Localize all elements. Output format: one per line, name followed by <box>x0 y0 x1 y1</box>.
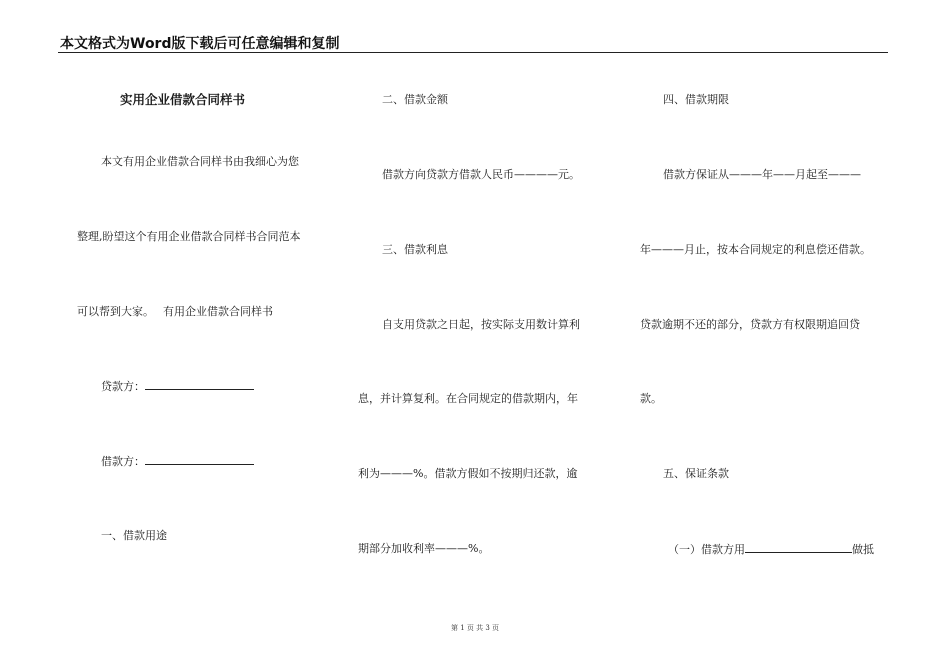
section-heading-guarantee: 五、保证条款 <box>663 467 729 480</box>
intro-line-1: 本文有用企业借款合同样书由我细心为您 <box>101 155 299 168</box>
section-heading-purpose: 一、借款用途 <box>101 529 167 542</box>
header-divider <box>58 52 888 53</box>
lender-label: 贷款方： <box>101 380 145 393</box>
term-line-4: 款。 <box>640 392 662 405</box>
amount-text: 借款方向贷款方借款人民币————元。 <box>382 168 580 181</box>
borrower-field <box>101 454 254 469</box>
term-line-2: 年———月止，按本合同规定的利息偿还借款。 <box>640 243 871 256</box>
section-heading-term: 四、借款期限 <box>663 93 729 106</box>
borrower-blank <box>145 454 254 465</box>
term-line-3: 贷款逾期不还的部分，贷款方有权限期追回贷 <box>640 318 860 331</box>
interest-line-1: 自支用贷款之日起，按实际支用数计算利 <box>382 318 580 331</box>
contract-title: 实用企业借款合同样书 <box>120 92 246 107</box>
lender-blank <box>145 379 254 390</box>
interest-line-4: 期部分加收利率———%。 <box>358 542 490 555</box>
guarantee-clause-1 <box>668 542 874 557</box>
section-heading-amount: 二、借款金额 <box>382 93 448 106</box>
intro-line-2: 整理,盼望这个有用企业借款合同样书合同范本 <box>77 230 301 243</box>
document-header: 本文格式为Word版下载后可任意编辑和复制 <box>60 36 340 52</box>
intro-line-3: 可以帮到大家。 有用企业借款合同样书 <box>77 305 273 318</box>
term-line-1: 借款方保证从———年——月起至——— <box>663 168 861 181</box>
section-heading-interest: 三、借款利息 <box>382 243 448 256</box>
clause-1-suffix: 做抵 <box>852 543 874 556</box>
clause-1-blank <box>745 542 852 553</box>
lender-field <box>101 379 254 394</box>
interest-line-2: 息，并计算复利。在合同规定的借款期内，年 <box>358 392 578 405</box>
page-number: 第 1 页 共 3 页 <box>450 624 500 632</box>
borrower-label: 借款方： <box>101 455 145 468</box>
interest-line-3: 利为———%。借款方假如不按期归还款，逾 <box>358 467 578 480</box>
clause-1-prefix: （一）借款方用 <box>668 543 745 556</box>
